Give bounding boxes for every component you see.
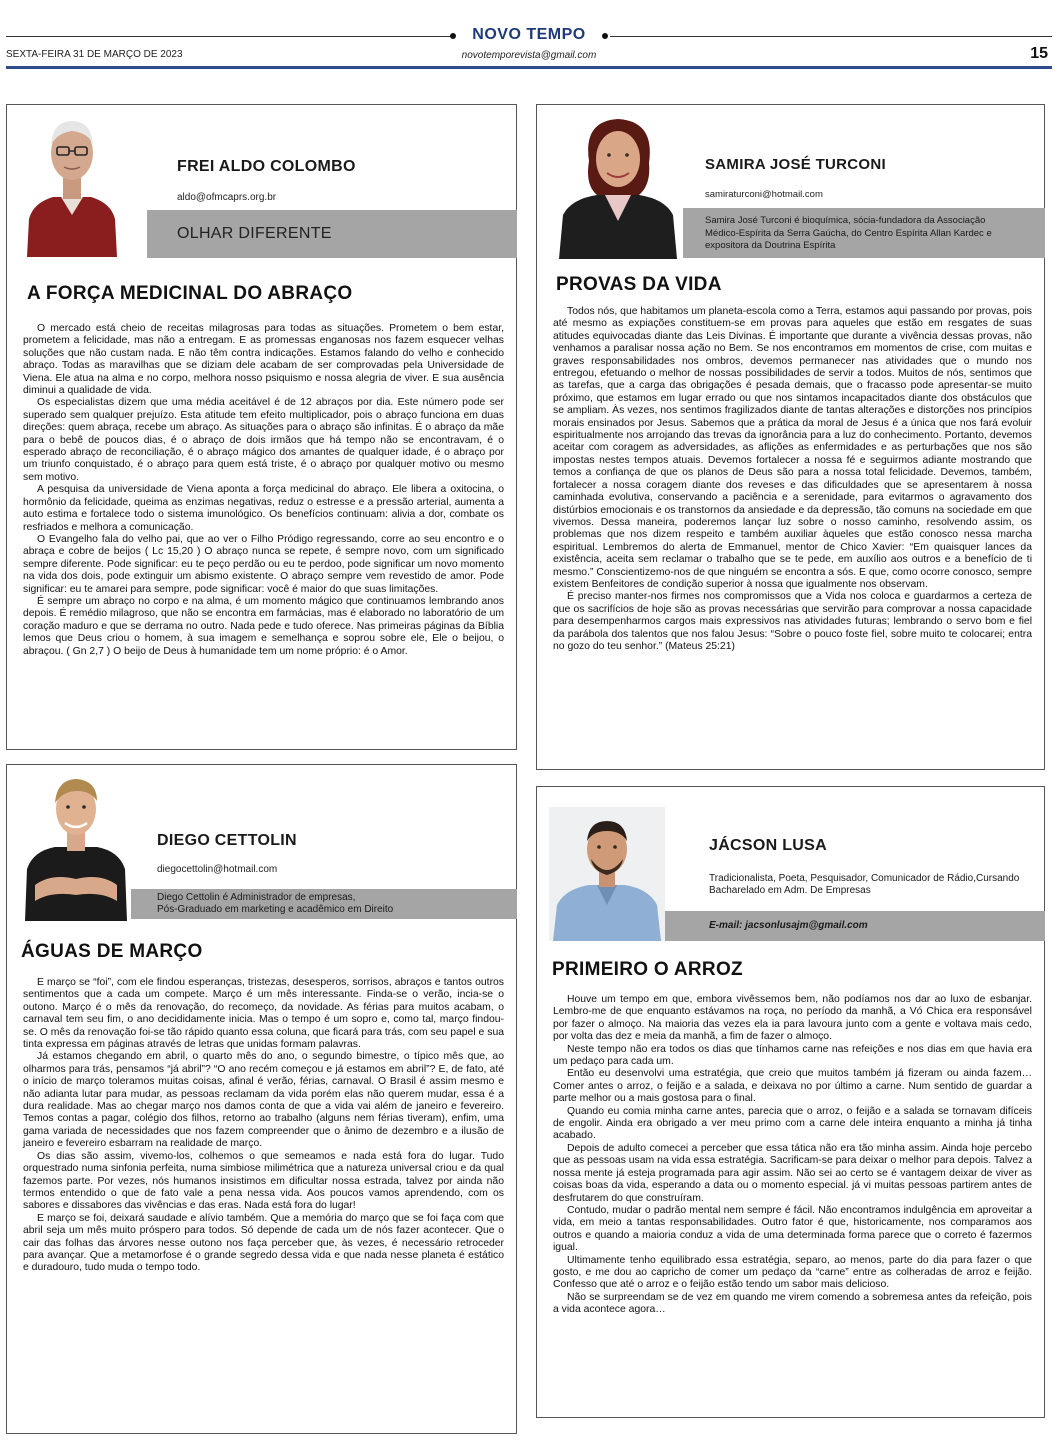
author-email[interactable]: E-mail: jacsonlusajm@gmail.com <box>709 920 868 931</box>
article-body <box>553 994 1032 1317</box>
portrait-photo-jacson <box>549 807 665 941</box>
paragraph: Contudo, mudar o padrão mental nem sempre é fácil. Não encontramos indulgência em aproveitar a vida, em meio a tantas responsabilidades. Outro fator é que, historicamente, nos comparamos aos outros e quando a maioria conduz a vida de uma determinada forma parece que o correto é fazermos igual. <box>553 1204 1032 1254</box>
paragraph: Já estamos chegando em abril, o quarto mês do ano, o segundo bimestre, o típico mês que, ao olharmos para trás, pensamos “já abril”? “O ano recém começou e já estamos em abril”? E, de fato, até o início de março toleramos muitas coisas, afinal é verão, férias, carnaval. O Brasil é assim mesmo e não adianta lutar para mudar, as pessoas reclamam da vida porém elas não querem mudar, essa é a dura realidade. Mas ao chegar março nos damos conta de que a vida vai além de janeiro e fevereiro. Temos contas a pagar, colégio dos filhos, retorno ao trabalho (alguns nem férias tiveram), enfim, uma gama variada de necessidades que nos fazem compreender que o ânimo de dezembro e a ilusão de janeiro e fevereiro esbarram na realidade de março. <box>23 1051 504 1150</box>
article-body <box>23 323 504 658</box>
author-email[interactable]: diegocettolin@hotmail.com <box>157 864 278 875</box>
article-headline: PROVAS DA VIDA <box>556 274 722 295</box>
paragraph: Neste tempo não era todos os dias que tínhamos carne nas refeições e nos dias em que havia era um pedaço para cada um. <box>553 1043 1032 1068</box>
paragraph: A pesquisa da universidade de Viena aponta a força medicinal do abraço. Ele libera a oxitocina, o hormônio da felicidade, queima as enzimas negativas, reduz o estresse e a pressão arterial, aumenta a auto estima e fortalece todo o sistema imunológico. Os benefícios continuam: alivia a dor, combate os resfriados e melhora a comunicação. <box>23 484 504 533</box>
article-body <box>23 977 504 1275</box>
article-headline: A FORÇA MEDICINAL DO ABRAÇO <box>27 283 353 304</box>
paragraph: Houve um tempo em que, embora vivêssemos bem, não podíamos nos dar ao luxo de esbanjar. Lembro-me de que enquanto estávamos na roça, no período da manhã, a Vó Chica era responsável por fazer o almoço. Na maioria das vezes ela ia para lavoura junto com a gente e voltava mais cedo, por volta das dez e meia da manhã, a fim de fazer o almoço. <box>553 994 1032 1043</box>
bio-line: Diego Cettolin é Administrador de empresas, <box>157 892 356 903</box>
issue-date: SEXTA-FEIRA 31 DE MARÇO DE 2023 <box>6 49 183 60</box>
masthead-rule-right <box>610 36 1052 37</box>
bio-line: Tradicionalista, Poeta, Pesquisador, Comunicador de Rádio,Cursando <box>709 873 1020 884</box>
portrait-photo-samira <box>553 111 683 259</box>
paragraph: Todos nós, que habitamos um planeta-escola como a Terra, estamos aqui passando por provas, pois até mesmo as expiações constituem-se em provas para aqueles que estão em resgates de suas atitudes equivocadas diante das Leis Divinas. É importante que durante a vivência dessas provas, não venhamos a paralisar nossa ação no Bem. Se nos encontramos em momentos de crise, com muitas e graves responsabilidades nos ombros, devemos permanecer nas atividades que o mundo nos entregou, efetuando o melhor de nossas possibilidades de servir a todos. Muitos de nós, sentimos que as tarefas, que a carga das obrigações é pesada demais, que o fracasso pode apresentar-se muito próximo, que estamos em lugar errado ou que nos sintamos incapacitados diante dos obstáculos que se ampliam. Às vezes, nos sentimos fragilizados diante de tantas alterações e distorções nos princípios morais ensinados por Jesus. Sabemos que a prática da moral de Jesus é a única que nos fará evoluir espiritualmente nos arrojando das trevas da ignorância para a luz do conhecimento. Portanto, devemos aceitar com coragem as adversidades, as aflições as enfermidades e as perturbações que nos são impostas nestes tempos atuais. Devemos fortalecer a nossa fé e seguirmos adiante mostrando que temos a confiança de que os planos de Deus são para a nossa total felicidade. Devemos, também, fortalecer a nossa coragem diante dos reveses e das dificuldades que se apresentarem à nossa caminhada evolutiva, conservando a paciência e a serenidade, para evitarmos o agravamento dos distúrbios emocionais e os transtornos da ansiedade e da depressão, tão comuns na sociedade em que vivemos. Dessa maneira, poderemos lançar luz sobre o nosso caminho, resolvendo assim, os problemas que nos dizem respeito e também auxiliar àqueles que estão conosco nessa marcha espiritual. Lembremos do alerta de Emmanuel, mentor de Chico Xavier: “Em quaisquer lances da existência, aceita sem reclamar o trabalho que se te pede, em auxílio aos outros e a benefício de ti mesmo.” Conscientizemo-nos de que ninguém se encontra a sós. E que, como ocorre conosco, sempre existem Benfeitores de condição superior à nossa que igualmente nos observam. <box>553 306 1032 590</box>
author-bio <box>709 873 1039 897</box>
paragraph: Ultimamente tenho equilibrado essa estratégia, separo, ao menos, parte do dia para fazer o que gosto, e me dou ao capricho de comer um pedaço da “carne” entre as colheradas de arroz e feijão. Confesso que até o arroz e o feijão estão tendo um sabor mais delicioso. <box>553 1254 1032 1291</box>
paragraph: Os especialistas dizem que uma média aceitável é de 12 abraços por dia. Este número pode ser superado sem qualquer prejuízo. Esta atitude tem efeito multiplicador, pois o abraço funciona em duas direções: quem abraça, recebe um abraço. As situações para o abraço são infinitas. É o abraço da mãe para o bebê de poucos dias, é o abraço de dois irmãos que há tempo não se encontravam, é o esperado abraço de reconciliação, é o abraço mágico dos amantes de qualquer idade, é o abraço por um triunfo conquistado, é o abraço para quem está triste, é o abraço por qualquer motivo ou mesmo sem motivo. <box>23 397 504 483</box>
author-name: JÁCSON LUSA <box>709 837 827 854</box>
paragraph: O Evangelho fala do velho pai, que ao ver o Filho Pródigo regressando, corre ao seu encontro e o abraça e cobre de beijos ( Lc 15,20 ) O abraço nunca se repete, é sempre novo, com um significado sempre diferente. Pode significar: eu te peço perdão ou eu te perdoo, pode significar um novo momento na vida dos dois, pode extinguir um abismo existente. O abraço sempre vem revestido de amor. Pode significar: eu te amarei para sempre, pode significar: você é maior do que suas limitações. <box>23 533 504 595</box>
article-headline: PRIMEIRO O ARROZ <box>552 959 743 980</box>
author-name: DIEGO CETTOLIN <box>157 832 297 849</box>
masthead-underline <box>6 66 1052 69</box>
paragraph: E março se “foi”, com ele findou esperanças, tristezas, desesperos, sorrisos, abraços e tantos outros sentimentos que a cada um compete. Março é um mês interessante. Finda-se o verão, incia-se o outono. Março é o mês da renovação, do recomeço, da novidade. As férias para muitos acabam, o carnaval tem seu fim, o ano decididamente inicia. Mas o tempo é um sopro e, como tal, março findou-se. O mês da renovação foi-se tão rápido quanto essa coluna, que ficará para trás, com seu papel e sua tinta expressa em páginas através de letras que unidas formam palavras. <box>23 977 504 1051</box>
page-number: 15 <box>1030 45 1048 62</box>
author-email[interactable]: samiraturconi@hotmail.com <box>705 189 823 200</box>
column-label: OLHAR DIFERENTE <box>177 225 332 242</box>
paragraph: Não se surpreendam se de vez em quando me virem comendo a sobremesa antes da refeição, pois a vida acontece agora… <box>553 1291 1032 1316</box>
paragraph: E março se foi, deixará saudade e alívio também. Que a memória do março que se foi faça com que abril seja um mês muito próspero para todos. Só depende de cada um de nós fazer acontecer. Que o cair das folhas das árvores nesse outono nos faça perceber que, às vezes, é necessário retroceder para avançar. Que a metamorfose é o grande segredo dessa vida e que nada nesse planeta é estático e duradouro, tudo muda o tempo todo. <box>23 1212 504 1274</box>
author-name: FREI ALDO COLOMBO <box>177 158 356 175</box>
article-primeiro-o-arroz <box>536 786 1045 1418</box>
newspaper-title: NOVO TEMPO <box>472 26 586 43</box>
masthead <box>0 0 1058 72</box>
author-bio: Samira José Turconi é bioquímica, sócia-fundadora da Associação Médico-Espírita da Serra Gaúcha, do Centro Espírita Allan Kardec e expositora da Doutrina Espírita <box>705 215 992 251</box>
paragraph: Então eu desenvolvi uma estratégia, que creio que muitos também já fizeram ou ainda fazem… Comer antes o arroz, o feijão e a salada, e deixava no por último a carne. Num sentido de guardar a parte melhor ou a mais gostosa para o final. <box>553 1068 1032 1105</box>
article-provas-da-vida <box>536 104 1045 770</box>
paragraph: Depois de adulto comecei a perceber que essa tática não era tão minha assim. Ainda hoje percebo que as pessoas usam na vida essa estratégia. Sacrificam-se para deixar o melhor para depois. Talvez a nossa mente já esteja programada para agir assim. Não sei ao certo se é vantagem deixar de viver as coisas boas da vida, esperando a data ou o momento especial. já vi muitas pessoas partirem antes de desfrutarem do que construíram. <box>553 1142 1032 1204</box>
author-bio <box>157 892 497 916</box>
paragraph: Os dias são assim, vivemo-los, colhemos o que semeamos e nada está fora do lugar. Tudo orquestrado numa sinfonia perfeita, numa simbiose milimétrica que a natureza universal criou e da qual fazemos parte. Por vezes, nós humanos insistimos em dificultar nossa estrada, talvez por ainda não termos entendido o que de fato vale a pena nessa vida. Aos poucos vamos aprendendo, com os sabores e dissabores das vivências e das eras. Nada está fora do lugar! <box>23 1150 504 1212</box>
bio-line: Pós-Graduado em marketing e acadêmico em Direito <box>157 904 394 915</box>
paragraph: O mercado está cheio de receitas milagrosas para todas as situações. Prometem o bem estar, prometem a felicidade, mas não a entregam. E as promessas enganosas nos fazem esquecer velhas soluções que não custam nada. E não têm contra indicações. Estamos falando do velho e conhecido abraço. Todas as maravilhas que se diziam dele acabam de ser comprovadas pela Universidade de Viena. Ele atua na alma e no corpo, melhora nosso psiquismo e nossa alegria de viver. E sua ausência diminui a qualidade de vida. <box>23 323 504 397</box>
bio-line: Bacharelado em Adm. De Empresas <box>709 885 871 896</box>
article-body <box>553 306 1032 653</box>
article-olhar-diferente <box>6 104 517 750</box>
paragraph: É preciso manter-nos firmes nos compromissos que a Vida nos coloca e guardarmos a certeza de que os sacrifícios de hoje são as provas necessárias que servirão para comprovar a nossa capacidade para desempenharmos cargos mais expressivos nas atividades futuras; lembrando o servo bom e fiel da parábola dos talentos que nos falou Jesus: “Sobre o pouco foste fiel, sobre muito te colocarei; entra no gozo do teu senhor.” (Mateus 25:21) <box>553 591 1032 652</box>
author-name: SAMIRA JOSÉ TURCONI <box>705 156 886 173</box>
paragraph: Quando eu comia minha carne antes, parecia que o arroz, o feijão e a salada se tornavam difíceis de engolir. Ainda era obrigado a ver meu primo com a carne dele inteira enquanto a minha já tinha acabado. <box>553 1105 1032 1142</box>
article-aguas-de-marco <box>6 764 517 1434</box>
newspaper-email[interactable]: novotemporevista@gmail.com <box>461 50 597 61</box>
author-email[interactable]: aldo@ofmcaprs.org.br <box>177 192 277 203</box>
masthead-dot-right <box>602 33 608 39</box>
portrait-photo-diego <box>21 769 131 921</box>
article-headline: ÁGUAS DE MARÇO <box>21 941 203 962</box>
paragraph: É sempre um abraço no corpo e na alma, é um momento mágico que continuamos lembrando anos depois. É remédio milagroso, que não se encontra em farmácias, mas é elaborado no laboratório de um coração maduro e que se derrama no outro. Nada pede e tudo oferece. Nas primeiras páginas da Bíblia lemos que Deus criou o homem, à sua imagem e semelhança e soprou sobre ele, Ele o beijou, o abraçou. ( Gn 2,7 ) O beijo de Deus à humanidade tem um nome próprio: é o Amor. <box>23 595 504 657</box>
portrait-photo-aldo <box>23 107 121 257</box>
